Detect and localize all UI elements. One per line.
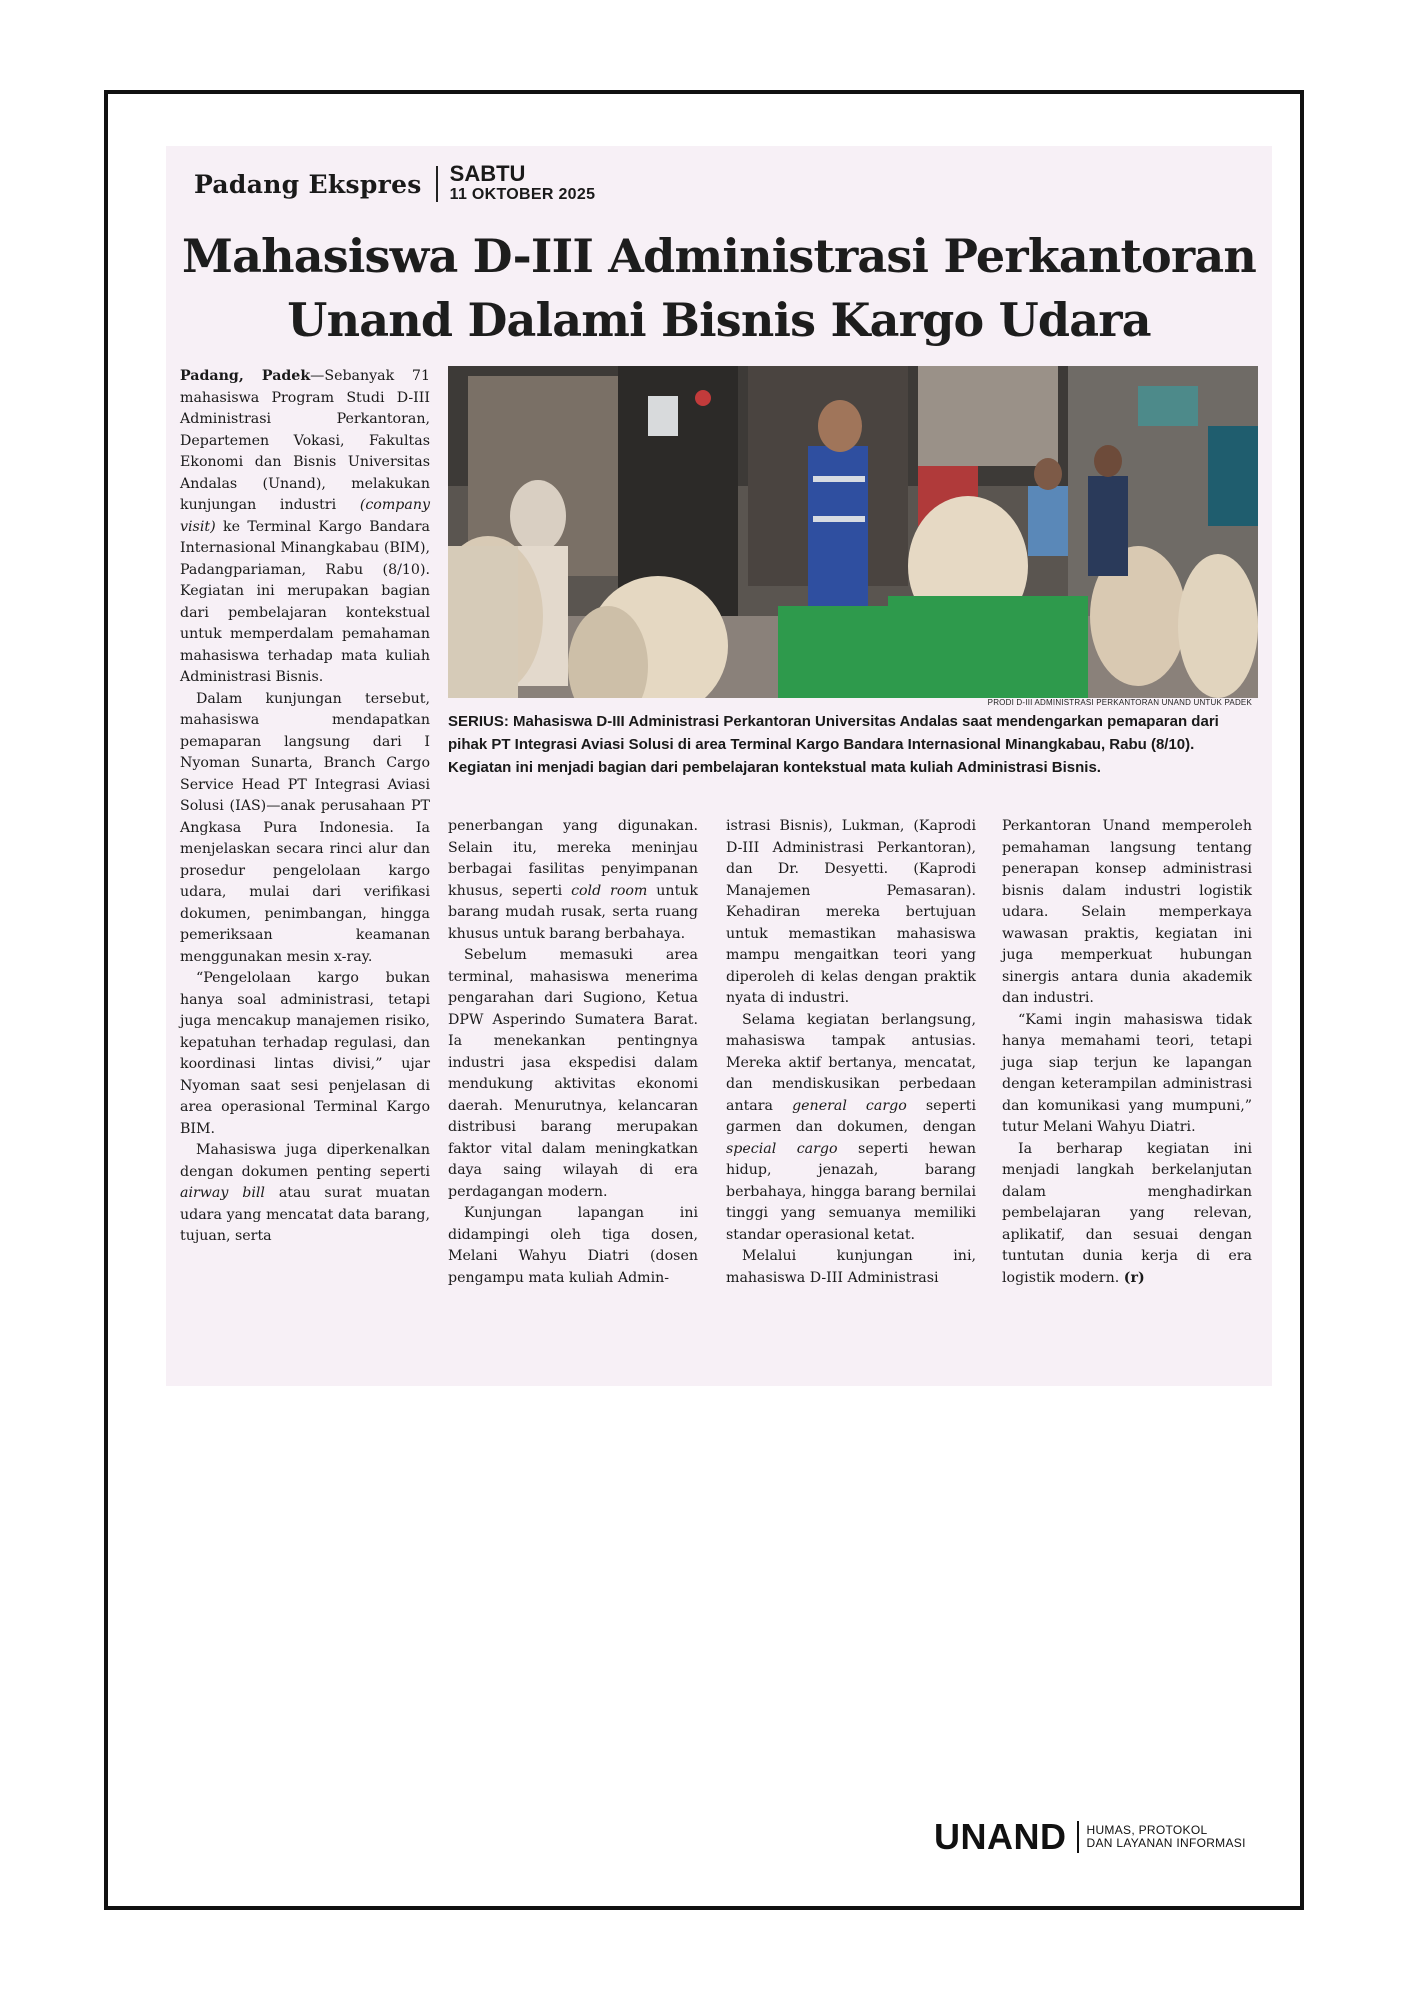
unand-footer-logo [934, 1816, 1246, 1858]
paragraph-7-text-b: seperti garmen dan dokumen, dengan [726, 1097, 977, 1135]
masthead-divider [436, 166, 438, 202]
publication-day: SABTU [449, 161, 526, 186]
paragraph-7 [726, 1010, 976, 1247]
paragraph-7-text-c: seperti hewan hidup, jenazah, barang berbahaya, hingga barang bernilai tinggi yang semuanya memiliki standar operasional ketat. [726, 1140, 976, 1243]
paragraph-1 [180, 366, 430, 689]
article-headline [166, 224, 1272, 352]
paragraph-8-continued: Perkantoran Unand memperoleh pemahaman langsung tentang penerapan konsep administrasi bisnis dalam industri logistik udara. Selain memperkaya wawasan praktis, kegiatan ini juga memperkuat hubungan sinergis antara dunia akademik dan industri. [1002, 818, 1252, 1006]
dateline: Padang, Padek [180, 368, 311, 384]
publication-name: Padang Ekspres [194, 169, 422, 199]
paragraph-1-text-b: ke Terminal Kargo Bandara Internasional Minangkabau (BIM), Padangpariaman, Rabu (8/10). Kegiatan ini merupakan bagian dari pembelajaran kontekstual untuk memperdalam pemahaman mahasiswa terhadap mata kuliah Administrasi Bisnis. [180, 518, 431, 685]
paragraph-10-text: Ia berharap kegiatan ini menjadi langkah berkelanjutan dalam menghadirkan pembelajaran yang relevan, aplikatif, dan sesuai dengan tuntutan dunia kerja di era logistik modern. [1002, 1140, 1252, 1286]
paragraph-4-text-d: untuk barang mudah rusak, serta ruang khusus untuk barang berbahaya. [448, 882, 699, 942]
paragraph-8-start: Melalui kunjungan ini, mahasiswa D-III Administrasi [726, 1248, 976, 1286]
article-column-4 [1002, 816, 1252, 1289]
article-column-1 [180, 366, 430, 1248]
paragraph-7-emphasis-2: special cargo [726, 1140, 838, 1157]
paragraph-2: Dalam kunjungan tersebut, mahasiswa mendapatkan pemaparan langsung dari I Nyoman Sunarta, Branch Cargo Service Head PT Integrasi Aviasi Solusi (IAS)—anak perusahaan PT Angkasa Pura Indonesia. Ia menjelaskan secara rinci alur dan prosedur pengelolaan kargo udara, mulai dari verifikasi dokumen, penimbangan, hingga pemeriksaan keamanan menggunakan mesin x-ray. [180, 690, 430, 965]
logo-divider [1077, 1821, 1079, 1853]
photo-caption [448, 710, 1258, 779]
headline-line-1: Mahasiswa D-III Administrasi Perkantoran [182, 229, 1256, 283]
publication-full-date: 11 OKTOBER 2025 [449, 186, 596, 203]
paragraph-3: “Pengelolaan kargo bukan hanya soal administrasi, tetapi juga mencakup manajemen risiko, kepatuhan terhadap regulasi, dan koordinasi lintas divisi,” ujar Nyoman saat sesi penjelasan di area operasional Terminal Kargo BIM. [180, 970, 430, 1137]
paragraph-9: “Kami ingin mahasiswa tidak hanya memahami teori, tetapi juga siap terjun ke lapangan dengan keterampilan administrasi dan komunikasi yang mumpuni,” tutur Melani Wahyu Diatri. [1002, 1011, 1252, 1135]
paragraph-4-emphasis-2: cold room [571, 882, 648, 899]
paragraph-6-continued: istrasi Bisnis), Lukman, (Kaprodi D-III Administrasi Perkantoran), dan Dr. Desyetti. (Kaprodi Manajemen Pemasaran). Kehadiran mereka bertujuan untuk memastikan mahasiswa mampu mengaitkan teori yang diperoleh di kelas dengan praktik nyata di industri. [726, 818, 976, 1006]
paragraph-4-text-b: atau surat muatan udara yang mencatat data barang, tujuan, serta [180, 1185, 430, 1244]
logo-wordmark: UNAND [934, 1816, 1067, 1857]
paragraph-4-text-a: Mahasiswa juga diperkenalkan dengan dokumen penting seperti [180, 1142, 430, 1180]
publication-date [450, 163, 596, 205]
caption-lead: SERIUS: [448, 713, 509, 730]
logo-subtitle-line-2: DAN LAYANAN INFORMASI [1086, 1836, 1246, 1850]
paragraph-4-text-c: penerbangan yang digunakan. Selain itu, mereka meninjau berbagai fasilitas penyimpanan khusus, seperti [448, 818, 698, 899]
logo-subtitle-line-1: HUMAS, PROTOKOL [1086, 1823, 1208, 1837]
paragraph-7-text-a: Selama kegiatan berlangsung, mahasiswa tampak antusias. Mereka aktif bertanya, mencatat, dan mendiskusikan perbedaan antara [726, 1011, 976, 1114]
paragraph-10 [1002, 1139, 1252, 1290]
paragraph-5: Sebelum memasuki area terminal, mahasiswa menerima pengarahan dari Sugiono, Ketua DPW Asperindo Sumatera Barat. Ia menekankan pentingnya industri jasa ekspedisi dalam mendukung aktivitas ekonomi daerah. Menurutnya, kelancaran distribusi barang merupakan faktor vital dalam meningkatkan daya saing wilayah di era perdagangan modern. [448, 947, 698, 1200]
article-column-3 [726, 816, 976, 1289]
article-column-2 [448, 816, 698, 1289]
logo-subtitle [1087, 1824, 1246, 1850]
photo-cargo-terminal-briefing [448, 366, 1258, 698]
paragraph-1-emphasis: (company visit) [180, 497, 430, 535]
news-photo [448, 366, 1258, 698]
paragraph-4-emphasis: airway bill [180, 1185, 265, 1201]
author-signoff: (r) [1123, 1269, 1145, 1286]
paragraph-1-text-a: —Sebanyak 71 mahasiswa Program Studi D-III Administrasi Perkantoran, Departemen Vokasi, Fakultas Ekonomi dan Bisnis Universitas Andalas (Unand), melakukan kunjungan industri [180, 368, 430, 513]
paragraph-6-start: Kunjungan lapangan ini didampingi oleh tiga dosen, Melani Wahyu Diatri (dosen pengampu mata kuliah Admin- [448, 1205, 698, 1286]
headline-line-2: Unand Dalami Bisnis Kargo Udara [287, 293, 1151, 347]
paragraph-4-start [180, 1140, 430, 1248]
newspaper-clipping [166, 146, 1272, 1386]
paragraph-7-emphasis: general cargo [792, 1097, 907, 1114]
photo-credit: PRODI D-III ADMINISTRASI PERKANTORAN UNAND UNTUK PADEK [987, 698, 1252, 707]
caption-text: Mahasiswa D-III Administrasi Perkantoran Universitas Andalas saat mendengarkan pemaparan dari pihak PT Integrasi Aviasi Solusi di area Terminal Kargo Bandara Internasional Minangkabau, Rabu (8/10). Kegiatan ini menjadi bagian dari pembelajaran kontekstual mata kuliah Administrasi Bisnis. [448, 713, 1219, 776]
paragraph-4-continued [448, 816, 698, 945]
masthead [194, 156, 595, 212]
